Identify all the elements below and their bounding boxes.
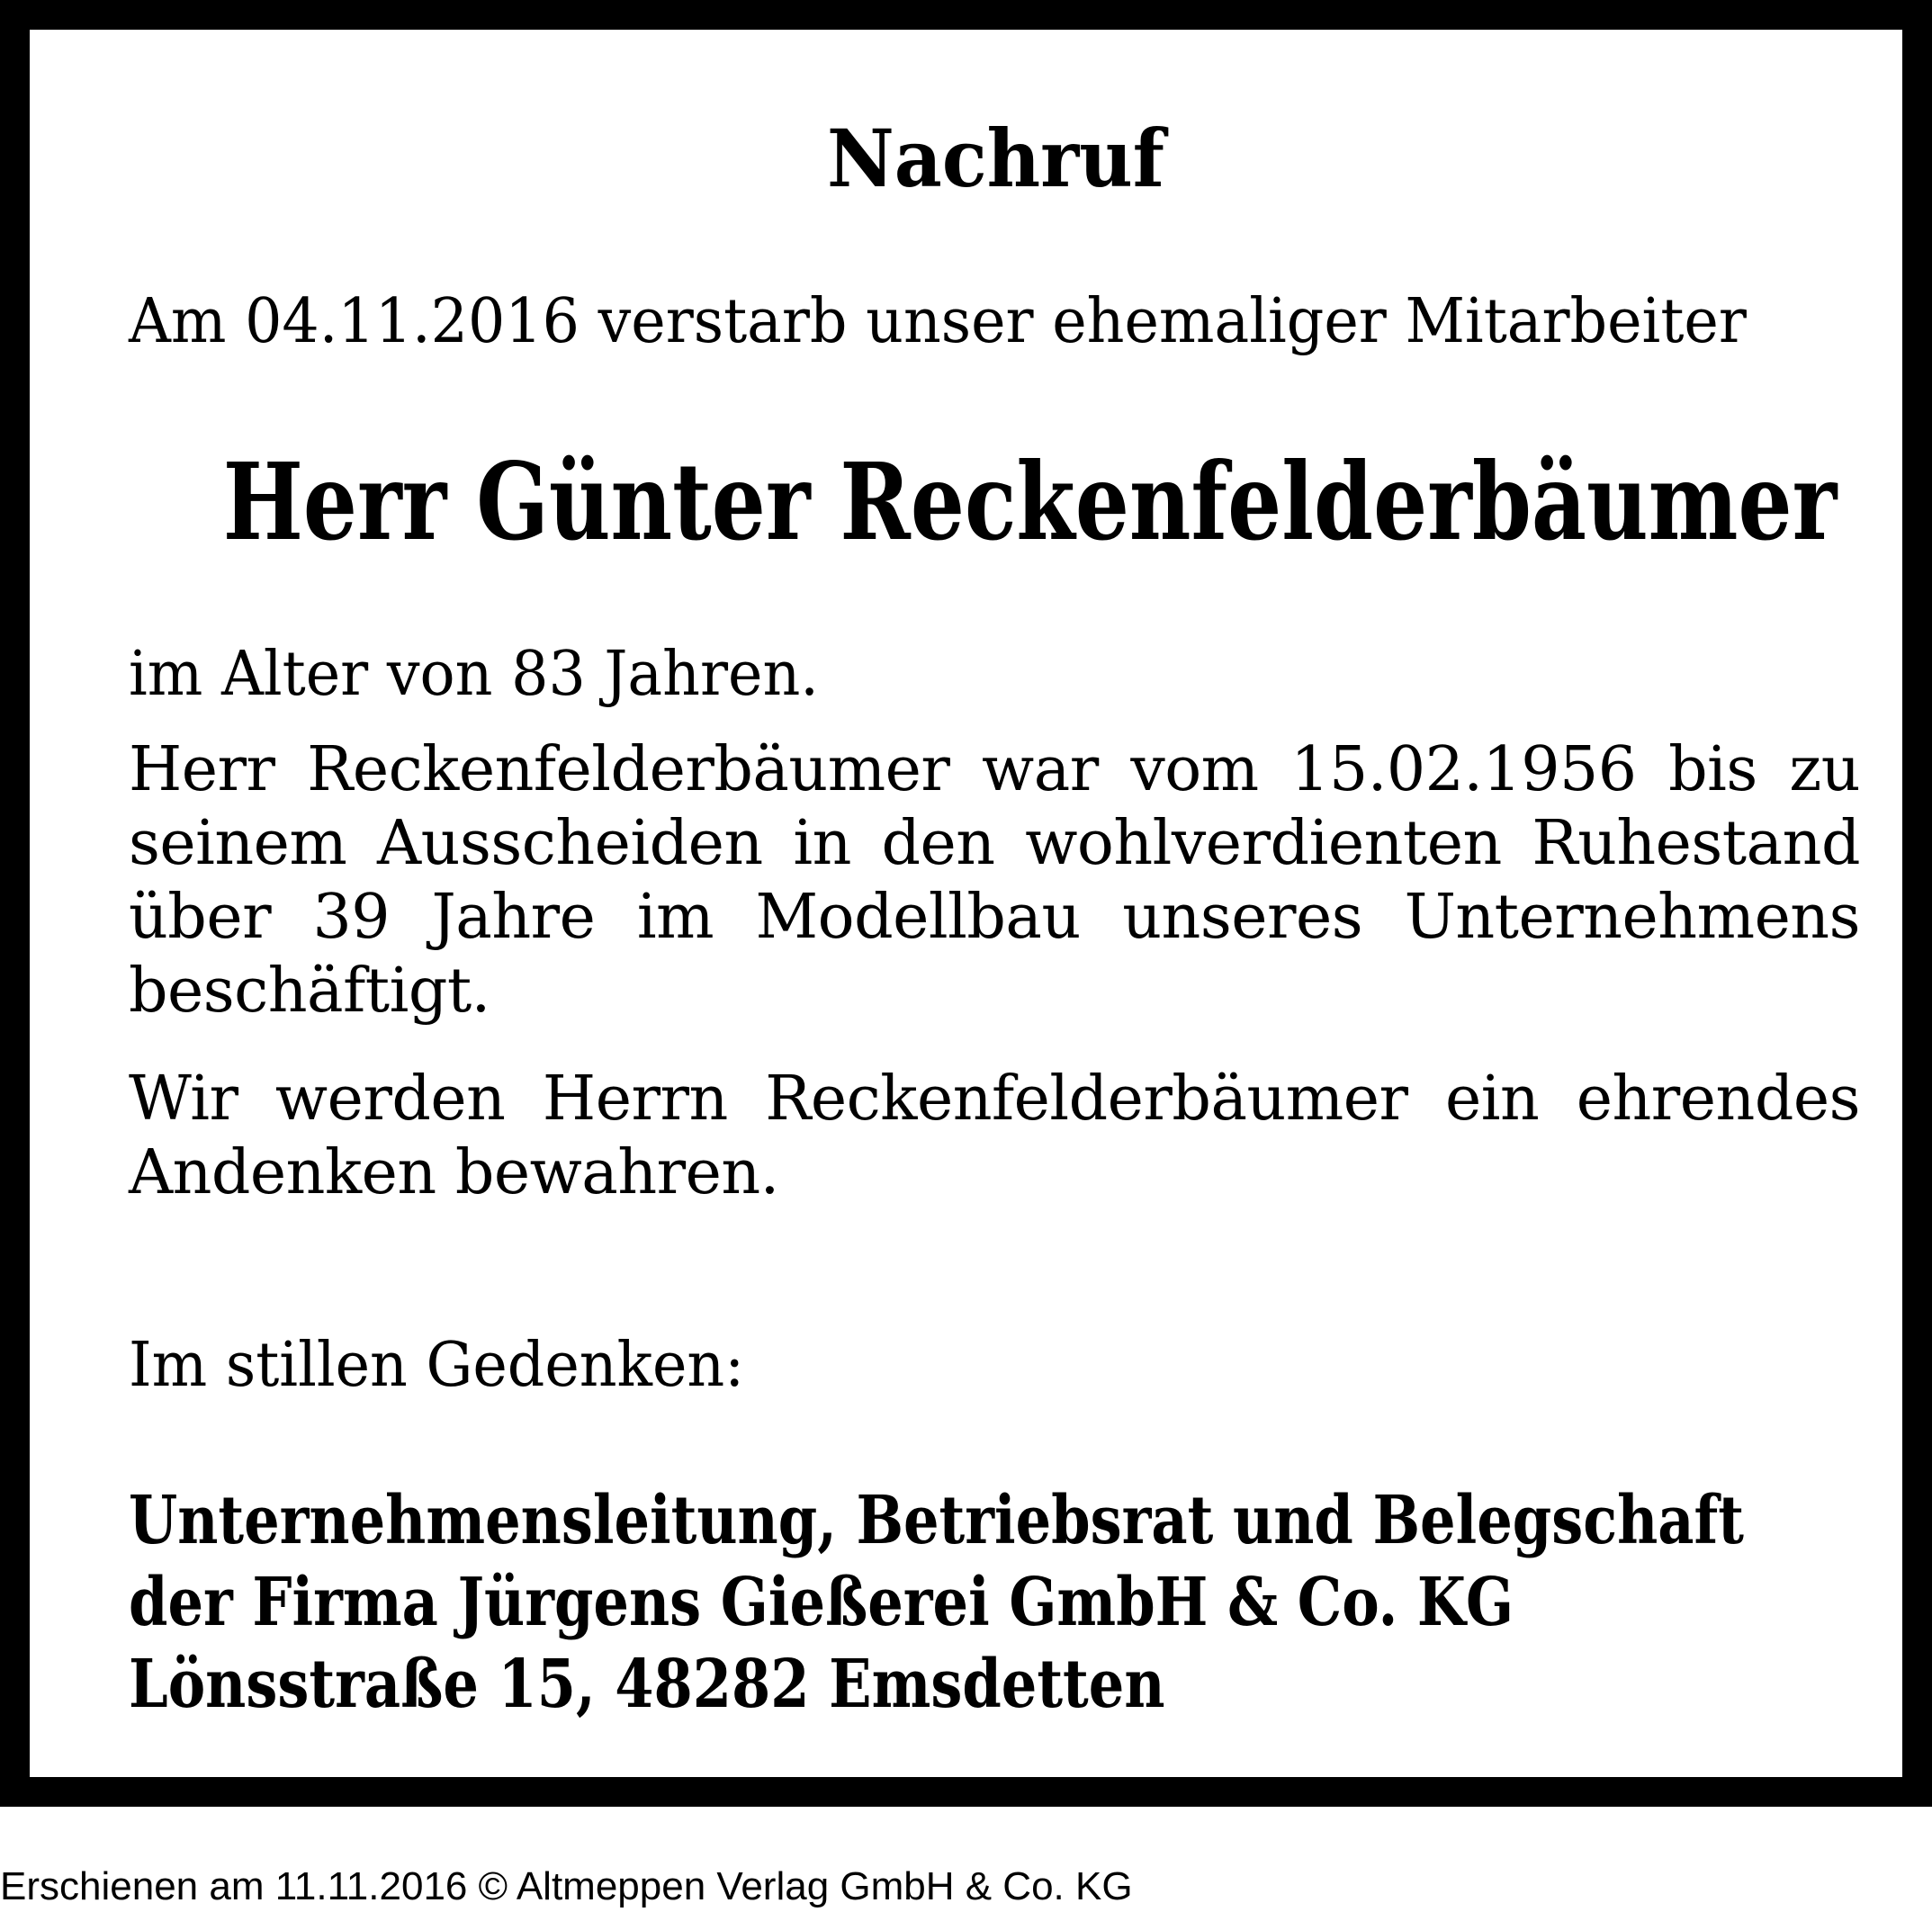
age-text: im Alter von 83 Jahren.	[129, 639, 819, 710]
employment-paragraph: Herr Reckenfelderbäumer war vom 15.02.1956 bis zu seinem Ausscheiden in den wohlverdienten Ruhestand über 39 Jahre im Modellbau unseres Unternehmens beschäftigt.	[129, 734, 1860, 1027]
deceased-name: Herr Günter Reckenfelderbäumer	[222, 439, 1838, 564]
signature-line-2: der Firma Jürgens Gießerei GmbH & Co. KG	[129, 1564, 1514, 1641]
signature-block	[129, 1480, 1932, 1726]
signature-line-1: Unternehmensleitung, Betriebsrat und Belegschaft	[129, 1482, 1745, 1559]
publication-footer: Erschienen am 11.11.2016 © Altmeppen Verlag GmbH & Co. KG	[0, 1864, 1133, 1908]
signature-line-3: Lönsstraße 15, 48282 Emsdetten	[129, 1646, 1165, 1723]
in-memory-text: Im stillen Gedenken:	[129, 1330, 745, 1401]
obituary-title: Nachruf	[827, 112, 1164, 205]
memory-paragraph: Wir werden Herrn Reckenfelderbäumer ein ehrendes Andenken bewahren.	[129, 1064, 1860, 1208]
intro-text: Am 04.11.2016 verstarb unser ehemaliger Mitarbeiter	[129, 286, 1747, 357]
